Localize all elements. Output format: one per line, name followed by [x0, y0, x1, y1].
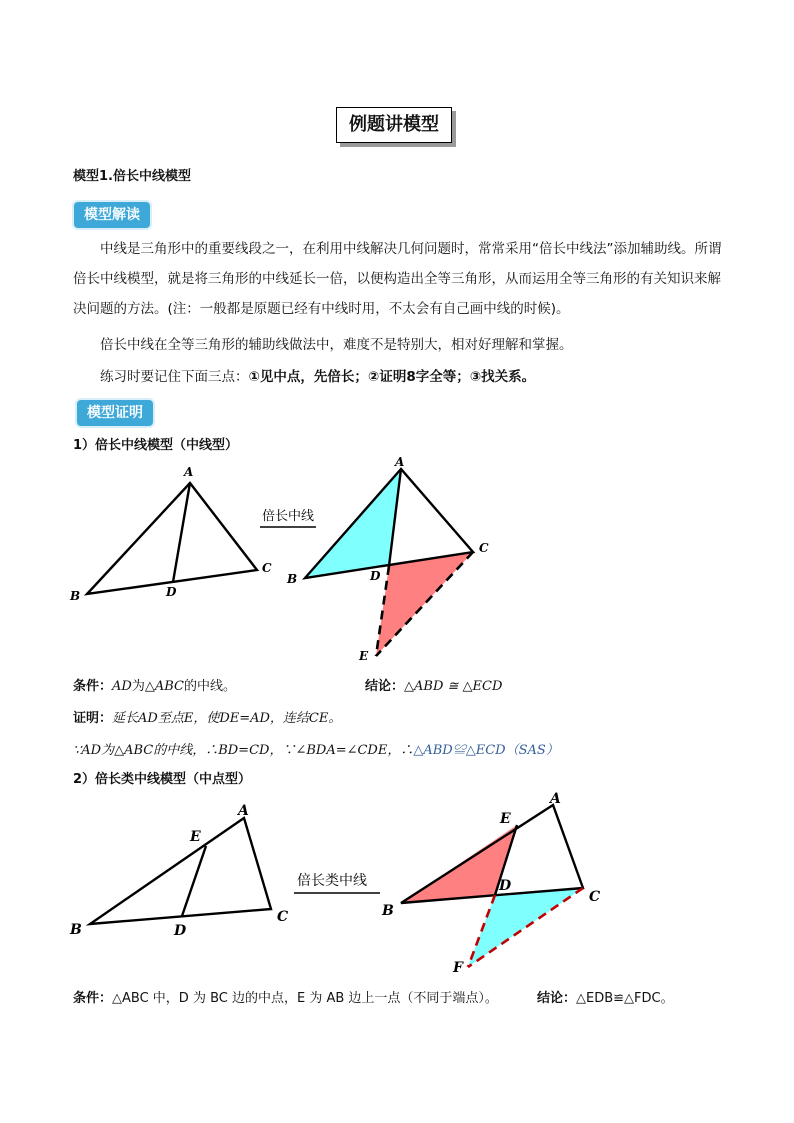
fig1-label-c: C [262, 561, 272, 575]
reading-three-points: ①见中点，先倍长；②证明8字全等；③找关系。 [248, 369, 536, 385]
figure3-triangle-abc [69, 803, 288, 939]
fig2-label-e: E [359, 649, 369, 663]
section2-arrow-label: 倍长类中线 [297, 873, 367, 889]
section2-figures [0, 785, 794, 985]
fig2-label-b: B [287, 572, 298, 586]
fig3-label-b: B [70, 922, 82, 938]
fig3-triangle [90, 818, 271, 924]
section1-reason [73, 739, 559, 758]
figure4-doubled-midpoint [381, 791, 600, 976]
tag-model-reading: 模型解读 [74, 202, 150, 228]
reading-paragraph-3-prefix: 练习时要记住下面三点： [100, 369, 249, 385]
fig1-label-d: D [166, 585, 177, 599]
section1-conclusion-text: △ABD ≅ △ECD [404, 679, 503, 694]
fig4-label-a: A [550, 791, 561, 807]
section1-conclusion-label: 结论： [365, 679, 405, 694]
section1-arrow-label: 倍长中线 [262, 509, 315, 524]
tag-model-proof: 模型证明 [77, 400, 153, 426]
section1-reason-a: ∵AD为△ABC的中线，∴BD=CD，∵∠BDA=∠CDE，∴ [73, 743, 414, 758]
fig3-segment-ed [182, 846, 206, 916]
section2-heading: 2）倍长类中线模型（中点型） [73, 772, 252, 787]
section2-conclusion [537, 987, 674, 1006]
fig3-label-e: E [190, 829, 201, 845]
section1-heading: 1）倍长中线模型（中线型） [73, 438, 239, 453]
reading-paragraph-2: 倍长中线在全等三角形的辅助线做法中，难度不是特别大，相对好理解和掌握。 [100, 337, 573, 353]
section1-conclusion [365, 675, 502, 694]
section2-condition [73, 987, 498, 1006]
section1-proof-label: 证明： [73, 711, 113, 726]
section2-conclusion-label: 结论： [537, 991, 577, 1006]
reading-paragraph-3 [73, 362, 723, 392]
model-heading: 模型1.倍长中线模型 [73, 169, 191, 184]
fig2-label-a: A [395, 455, 405, 469]
fig4-label-b: B [382, 903, 394, 919]
section1-figures [0, 450, 794, 670]
section1-condition-seg: AD [112, 679, 132, 694]
section2-conclusion-text: △EDB≌△FDC。 [576, 991, 674, 1006]
section2-condition-label: 条件： [73, 991, 113, 1006]
figure2-doubled-median [286, 455, 489, 663]
fig4-label-f: F [453, 960, 463, 976]
fig3-label-a: A [238, 803, 249, 819]
fig2-label-c: C [479, 541, 489, 555]
fig4-label-d: D [499, 878, 512, 894]
section1-reason-b: △ABD≌△ECD（SAS） [413, 743, 559, 758]
figure1-triangle-abc [69, 465, 272, 603]
section1-condition [73, 675, 236, 694]
section1-proof-text: 延长AD至点E，使DE=AD，连结CE。 [112, 711, 342, 726]
fig4-label-c: C [589, 889, 601, 905]
section1-condition-tri: △ABC [144, 679, 184, 694]
fig1-label-b: B [70, 589, 81, 603]
fig1-label-a: A [184, 465, 194, 479]
fig1-triangle [87, 483, 257, 594]
fig3-label-d: D [174, 923, 187, 939]
section2-condition-text: △ABC 中，D 为 BC 边的中点，E 为 AB 边上一点（不同于端点）。 [112, 991, 498, 1006]
fig2-label-d: D [370, 569, 381, 583]
reading-paragraph-1: 中线是三角形中的重要线段之一，在利用中线解决几何问题时，常常采用“倍长中线法”添加辅助线。所谓倍长中线模型，就是将三角形的中线延长一倍，以便构造出全等三角形，从而运用全等三角形的有关知识来解决问题的方法。(注：一般都是原题已经有中线时用，不太会有自己画中线的时候)。 [73, 241, 722, 317]
section2-arrow [294, 872, 380, 893]
section1-arrow [260, 508, 316, 527]
fig3-label-c: C [277, 909, 289, 925]
section1-proof [73, 707, 341, 726]
section1-condition-end: 的中线。 [183, 679, 236, 694]
section1-condition-mid: 为 [131, 679, 145, 694]
page-title: 例题讲模型 [336, 107, 452, 143]
section1-condition-label: 条件： [73, 679, 113, 694]
fig4-label-e: E [500, 811, 511, 827]
